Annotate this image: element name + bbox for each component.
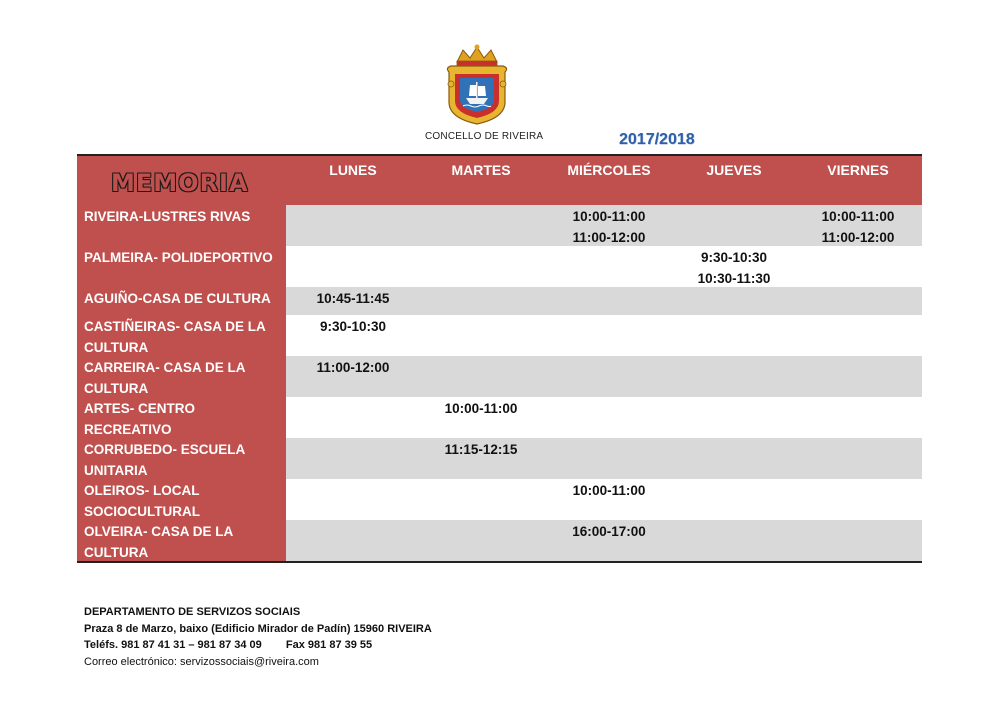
footer-phones-line [84,637,432,654]
time-cell-miercoles [546,481,672,502]
time-slot: 10:45-11:45 [316,291,390,306]
footer-fax: Fax 981 87 39 55 [285,639,373,651]
time-cell-miercoles [546,207,672,248]
row-location-label [77,315,286,356]
row-time-cells [286,438,922,479]
council-name: CONCELLO DE RIVEIRA [425,131,544,142]
time-cell-martes [418,440,544,461]
location-line-1: CARREIRA- CASA DE LA [84,360,246,375]
location-line-1: OLVEIRA- CASA DE LA [84,524,234,539]
time-slot: 16:00-17:00 [572,524,646,539]
time-slot: 10:00-11:00 [572,209,646,224]
time-cell-lunes [290,358,416,379]
day-header-martes: MARTES [451,162,511,178]
location-line-2: CULTURA [84,544,149,560]
location-line-2: SOCIOCULTURAL [84,503,200,519]
time-slot: 10:00-11:00 [444,401,518,416]
time-cell-martes [418,399,544,420]
table-row [77,246,922,287]
row-time-cells [286,356,922,397]
row-time-cells [286,520,922,561]
day-header-miercoles: MIÉRCOLES [567,162,651,178]
table-header [77,154,922,205]
table-row [77,520,922,561]
day-header-viernes: VIERNES [827,162,889,178]
location-line-1: RIVEIRA-LUSTRES RIVAS [84,209,251,224]
table-row [77,438,922,479]
location-line-1: OLEIROS- LOCAL [84,483,200,498]
time-slot: 10:00-11:00 [572,483,646,498]
table-row [77,397,922,438]
footer-address: Praza 8 de Marzo, baixo (Edificio Mirador de Padín) 15960 RIVEIRA [84,622,432,635]
footer-contact [84,604,432,670]
day-header-lunes: LUNES [329,162,377,178]
time-slot: 9:30-10:30 [319,319,387,334]
table-row [77,205,922,246]
location-line-2: UNITARIA [84,462,148,478]
row-location-label [77,479,286,520]
time-cell-miercoles [546,522,672,543]
location-line-1: ARTES- CENTRO [84,401,195,416]
time-slot: 10:30-11:30 [697,270,771,286]
table-row [77,356,922,397]
time-cell-lunes [290,289,416,310]
memoria-title: MEMORIA [111,169,249,197]
table-row [77,479,922,520]
day-header-jueves: JUEVES [706,162,762,178]
location-line-1: CORRUBEDO- ESCUELA [84,442,246,457]
row-time-cells [286,315,922,356]
footer-department: DEPARTAMENTO DE SERVIZOS SOCIAIS [84,606,301,618]
row-location-label [77,520,286,561]
row-time-cells [286,397,922,438]
school-year: 2017/2018 [619,131,695,148]
time-cell-lunes [290,317,416,338]
location-line-1: CASTIÑEIRAS- CASA DE LA [84,319,266,334]
location-line-2: RECREATIVO [84,421,172,437]
table-row [77,315,922,356]
footer-email: Correo electrónico: servizossociais@riveira.com [84,655,319,668]
row-location-label [77,205,286,246]
time-cell-viernes [795,207,921,248]
row-time-cells [286,205,922,246]
row-time-cells [286,479,922,520]
row-location-label [77,397,286,438]
row-location-label [77,246,286,287]
row-location-label [77,438,286,479]
time-slot: 11:00-12:00 [316,360,390,375]
time-cell-jueves [671,248,797,289]
time-slot: 11:00-12:00 [572,229,646,245]
row-location-label [77,356,286,397]
footer-phones: Teléfs. 981 87 41 31 – 981 87 34 09 [84,639,262,651]
location-line-1: PALMEIRA- POLIDEPORTIVO [84,250,273,265]
row-location-label [77,287,286,315]
row-time-cells [286,246,922,287]
location-line-2: CULTURA [84,380,149,396]
location-line-2: CULTURA [84,339,149,355]
coat-of-arms-logo [443,44,511,126]
time-slot: 11:00-12:00 [821,229,895,245]
table-row [77,287,922,315]
time-slot: 10:00-11:00 [821,209,895,224]
location-line-1: AGUIÑO-CASA DE CULTURA [84,291,271,306]
row-time-cells [286,287,922,315]
schedule-table [77,154,922,563]
time-slot: 9:30-10:30 [700,250,768,265]
time-slot: 11:15-12:15 [444,442,518,457]
